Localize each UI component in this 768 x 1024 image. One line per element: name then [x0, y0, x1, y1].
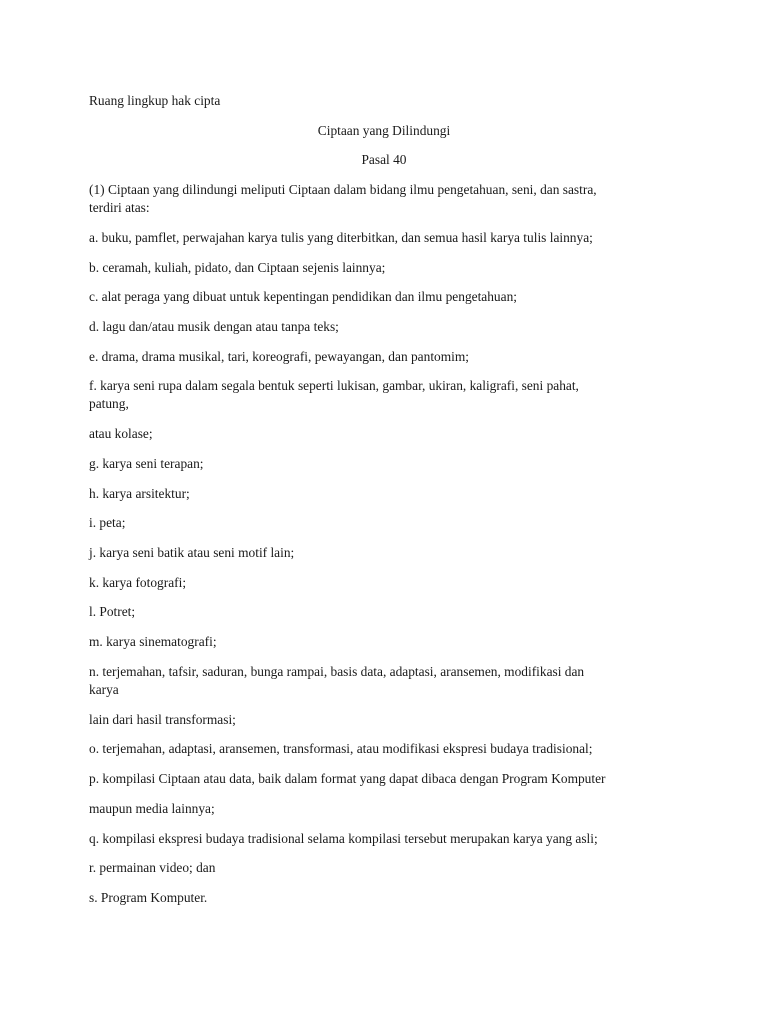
scope-heading: Ruang lingkup hak cipta [89, 93, 221, 108]
list-item-a: a. buku, pamflet, perwajahan karya tulis yang diterbitkan, dan semua hasil karya tulis lainnya; [89, 230, 593, 245]
list-item-p-line-2: maupun media lainnya; [89, 801, 215, 816]
list-item-q: q. kompilasi ekspresi budaya tradisional selama kompilasi tersebut merupakan karya yang asli; [89, 831, 598, 846]
list-item-n-line-3: lain dari hasil transformasi; [89, 712, 236, 727]
list-item-k: k. karya fotografi; [89, 575, 187, 590]
list-item-p-line-1: p. kompilasi Ciptaan atau data, baik dalam format yang dapat dibaca dengan Program Komputer [89, 771, 606, 786]
list-item-f-line-1: f. karya seni rupa dalam segala bentuk seperti lukisan, gambar, ukiran, kaligrafi, seni pahat, [89, 378, 579, 393]
list-item-l: l. Potret; [89, 604, 136, 619]
list-item-n-line-1: n. terjemahan, tafsir, saduran, bunga rampai, basis data, adaptasi, aransemen, modifikasi dan [89, 664, 585, 679]
intro-line-2: terdiri atas: [89, 200, 150, 215]
list-item-b: b. ceramah, kuliah, pidato, dan Ciptaan sejenis lainnya; [89, 260, 386, 275]
list-item-c: c. alat peraga yang dibuat untuk kepentingan pendidikan dan ilmu pengetahuan; [89, 289, 517, 304]
list-item-n-line-2: karya [89, 682, 119, 697]
list-item-m: m. karya sinematografi; [89, 634, 217, 649]
list-item-d: d. lagu dan/atau musik dengan atau tanpa teks; [89, 319, 339, 334]
list-item-i: i. peta; [89, 515, 126, 530]
list-item-h: h. karya arsitektur; [89, 486, 190, 501]
list-item-f-line-2: patung, [89, 396, 129, 411]
list-item-j: j. karya seni batik atau seni motif lain; [89, 545, 295, 560]
list-item-o: o. terjemahan, adaptasi, aransemen, transformasi, atau modifikasi ekspresi budaya tradisional; [89, 741, 593, 756]
list-item-g: g. karya seni terapan; [89, 456, 204, 471]
section-title: Ciptaan yang Dilindungi [317, 123, 451, 138]
list-item-f-line-3: atau kolase; [89, 426, 153, 441]
list-item-s: s. Program Komputer. [89, 890, 208, 905]
article-number: Pasal 40 [361, 152, 407, 167]
intro-line-1: (1) Ciptaan yang dilindungi meliputi Ciptaan dalam bidang ilmu pengetahuan, seni, dan sastra, [89, 182, 597, 197]
list-item-e: e. drama, drama musikal, tari, koreografi, pewayangan, dan pantomim; [89, 349, 470, 364]
list-item-r: r. permainan video; dan [89, 860, 216, 875]
